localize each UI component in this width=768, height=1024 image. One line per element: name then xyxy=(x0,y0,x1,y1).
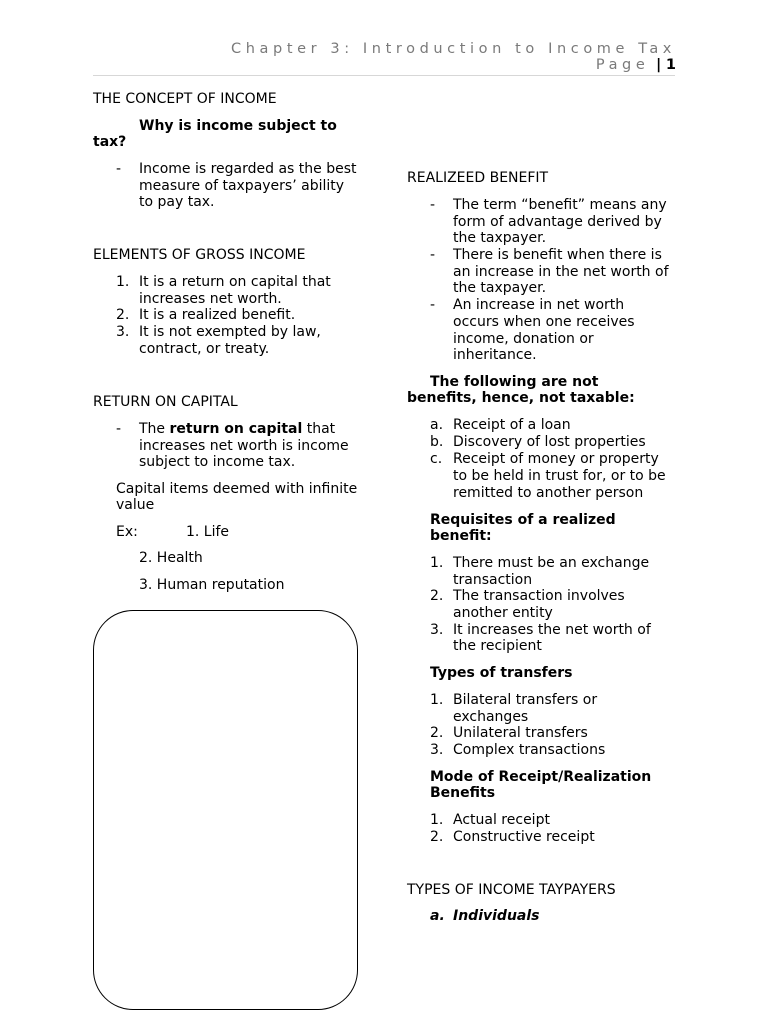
transfers-heading: Types of transfers xyxy=(430,665,573,681)
why-answer-line: Income is regarded as the best xyxy=(139,161,357,177)
example-item: 3. Human reputation xyxy=(139,577,285,593)
requisite-line: the recipient xyxy=(453,638,542,654)
realized-bullet-line: There is benefit when there is xyxy=(453,247,662,263)
elements-title: ELEMENTS OF GROSS INCOME xyxy=(93,247,306,263)
element-line: contract, or treaty. xyxy=(139,341,270,357)
realized-benefit-title: REALIZEED BENEFIT xyxy=(407,170,549,186)
realized-bullet-line: the taxpayer. xyxy=(453,280,547,296)
return-on-capital-title: RETURN ON CAPITAL xyxy=(93,394,238,410)
bullet-dash: - xyxy=(430,197,436,213)
list-number: 1. xyxy=(430,555,444,571)
requisite-line: It increases the net worth of xyxy=(453,622,651,638)
list-number: 1. xyxy=(430,812,444,828)
roc-line1 xyxy=(139,421,335,438)
list-number: 3. xyxy=(116,324,130,340)
why-answer-line: to pay tax. xyxy=(139,194,215,210)
not-benefit-line: Receipt of money or property xyxy=(453,451,659,467)
list-number: 2. xyxy=(430,725,444,741)
requisite-line: There must be an exchange xyxy=(453,555,650,571)
not-benefit-line: remitted to another person xyxy=(453,485,644,501)
page-number: 1 xyxy=(665,57,676,73)
transfer-line: Bilateral transfers or xyxy=(453,692,598,708)
list-number: 1. xyxy=(116,274,130,290)
requisite-line: another entity xyxy=(453,605,553,621)
capital-items-line1: Capital items deemed with infinite xyxy=(116,481,358,497)
not-benefit-line: to be held in trust for, or to be xyxy=(453,468,666,484)
bullet-dash: - xyxy=(430,297,436,313)
list-letter: c. xyxy=(430,451,443,467)
roc-pre: The xyxy=(139,421,170,437)
list-letter: a. xyxy=(430,908,445,924)
list-number: 3. xyxy=(430,742,444,758)
roc-line2: increases net worth is income xyxy=(139,438,349,454)
mode-heading-line1: Mode of Receipt/Realization xyxy=(430,769,652,785)
transfer-line: Complex transactions xyxy=(453,742,606,758)
realized-bullet-line: inheritance. xyxy=(453,347,537,363)
requisite-line: The transaction involves xyxy=(453,588,625,604)
element-line: It is a realized benefit. xyxy=(139,307,296,323)
realized-bullet-line: An increase in net worth xyxy=(453,297,625,313)
list-number: 1. xyxy=(430,692,444,708)
bullet-dash: - xyxy=(430,247,436,263)
list-letter: b. xyxy=(430,434,444,450)
list-letter: a. xyxy=(430,417,444,433)
not-benefits-heading-line1: The following are not xyxy=(430,374,599,390)
not-benefit-line: Discovery of lost properties xyxy=(453,434,646,450)
taxpayer-types-title: TYPES OF INCOME TAYPAYERS xyxy=(407,882,616,898)
page-separator: | xyxy=(656,57,662,73)
roc-line3: subject to income tax. xyxy=(139,454,296,470)
capital-items-line2: value xyxy=(116,497,155,513)
element-line: It is a return on capital that xyxy=(139,274,331,290)
rounded-rectangle-frame xyxy=(93,610,358,1010)
header-rule xyxy=(93,75,675,76)
element-line: It is not exempted by law, xyxy=(139,324,321,340)
mode-line: Constructive receipt xyxy=(453,829,595,845)
requisite-line: transaction xyxy=(453,572,533,588)
mode-line: Actual receipt xyxy=(453,812,550,828)
why-answer-line: measure of taxpayers’ ability xyxy=(139,178,345,194)
realized-bullet-line: The term “benefit” means any xyxy=(453,197,667,213)
element-line: increases net worth. xyxy=(139,291,282,307)
realized-bullet-line: an increase in the net worth of xyxy=(453,264,669,280)
list-number: 2. xyxy=(430,588,444,604)
list-number: 3. xyxy=(430,622,444,638)
realized-bullet-line: form of advantage derived by xyxy=(453,214,662,230)
roc-post: that xyxy=(302,421,336,437)
not-benefits-heading-line2: benefits, hence, not taxable: xyxy=(407,390,635,406)
why-question-line2: tax? xyxy=(93,134,127,150)
requisites-heading-line2: benefit: xyxy=(430,528,492,544)
bullet-dash: - xyxy=(116,161,122,177)
concept-title: THE CONCEPT OF INCOME xyxy=(93,91,277,107)
realized-bullet-line: income, donation or xyxy=(453,331,594,347)
page-number-header xyxy=(596,57,676,74)
page-word: Page xyxy=(595,57,650,73)
example-item: 2. Health xyxy=(139,550,203,566)
transfer-line: Unilateral transfers xyxy=(453,725,588,741)
list-number: 2. xyxy=(430,829,444,845)
chapter-header: Chapter 3: Introduction to Income Tax xyxy=(231,41,676,57)
not-benefit-line: Receipt of a loan xyxy=(453,417,571,433)
bullet-dash: - xyxy=(116,421,122,437)
taxpayer-type-item: Individuals xyxy=(453,908,540,924)
realized-bullet-line: occurs when one receives xyxy=(453,314,635,330)
realized-bullet-line: the taxpayer. xyxy=(453,230,547,246)
roc-bold-term: return on capital xyxy=(169,421,303,437)
example-label: Ex: xyxy=(116,524,138,540)
mode-heading-line2: Benefits xyxy=(430,785,496,801)
why-question-line1: Why is income subject to xyxy=(139,118,337,134)
list-number: 2. xyxy=(116,307,130,323)
requisites-heading-line1: Requisites of a realized xyxy=(430,512,616,528)
transfer-line: exchanges xyxy=(453,709,529,725)
example-item: 1. Life xyxy=(186,524,230,540)
